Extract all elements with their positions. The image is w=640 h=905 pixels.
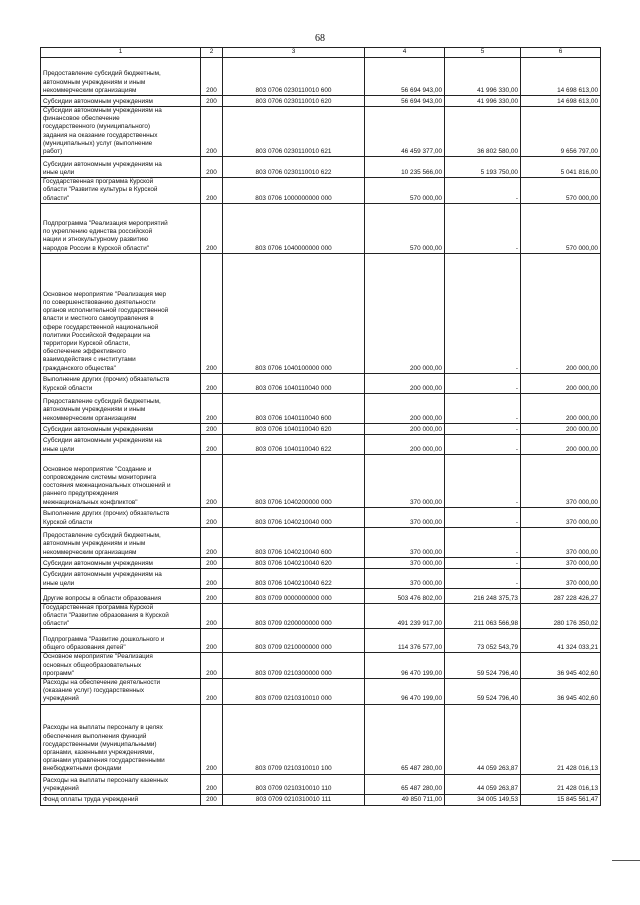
row-grz: 200: [201, 507, 223, 527]
row-name: Расходы на обеспечение деятельности (оказание услуг) государственных учреждений: [41, 679, 201, 705]
table-row: [41, 774, 601, 794]
row-value-col6: 280 176 350,02: [521, 603, 601, 629]
row-budget-code: 803 0706 1040210040 620: [223, 557, 365, 568]
row-value-col5: 44 059 263,87: [445, 704, 521, 774]
row-value-col4: 570 000,00: [365, 178, 445, 204]
row-value-col6: 200 000,00: [521, 423, 601, 434]
row-value-col6: 570 000,00: [521, 178, 601, 204]
row-grz: 200: [201, 794, 223, 805]
table-row: [41, 603, 601, 629]
row-budget-code: 803 0709 0210310010 000: [223, 679, 365, 705]
row-grz: 200: [201, 178, 223, 204]
row-value-col4: 200 000,00: [365, 393, 445, 423]
row-value-col5: 36 802 580,00: [445, 107, 521, 157]
row-grz: 200: [201, 58, 223, 96]
row-value-col6: 21 428 016,13: [521, 774, 601, 794]
row-grz: 200: [201, 603, 223, 629]
row-grz: 200: [201, 203, 223, 253]
row-budget-code: 803 0706 1000000000 000: [223, 178, 365, 204]
row-budget-code: 803 0706 1040110040 620: [223, 423, 365, 434]
row-budget-code: 803 0709 0000000000 000: [223, 588, 365, 603]
row-value-col5: 59 524 796,40: [445, 679, 521, 705]
row-name: Предоставление субсидий бюджетным, автономным учреждениям и иным некоммерческим организациям: [41, 393, 201, 423]
row-budget-code: 803 0706 1040110040 000: [223, 373, 365, 393]
row-value-col4: 503 476 802,00: [365, 588, 445, 603]
row-value-col4: 200 000,00: [365, 373, 445, 393]
table-row: [41, 557, 601, 568]
row-name: Предоставление субсидий бюджетным, автономным учреждениям и иным некоммерческим организациям: [41, 527, 201, 557]
row-value-col5: 41 996 330,00: [445, 96, 521, 107]
row-value-col5: -: [445, 203, 521, 253]
table-row: [41, 203, 601, 253]
row-name: Основное мероприятие "Создание и сопровождение системы мониторинга состояния межнациональных отношений и раннего предупреждения межнациональных конфликтов": [41, 454, 201, 507]
row-value-col6: 200 000,00: [521, 393, 601, 423]
row-budget-code: 803 0709 0210000000 000: [223, 629, 365, 653]
row-name: Основное мероприятие "Реализация основных общеобразовательных программ": [41, 653, 201, 679]
table-row: [41, 423, 601, 434]
row-value-col4: 65 487 280,00: [365, 774, 445, 794]
row-value-col4: 10 235 566,00: [365, 157, 445, 178]
table-row: [41, 454, 601, 507]
row-name: Другие вопросы в области образования: [41, 588, 201, 603]
row-name: Подпрограмма "Реализация мероприятий по укреплению единства российской нации и этнокультурному развитию народов России в Курской области": [41, 203, 201, 253]
row-name: Субсидии автономным учреждениям: [41, 557, 201, 568]
row-name: Фонд оплаты труда учреждений: [41, 794, 201, 805]
row-value-col4: 370 000,00: [365, 557, 445, 568]
row-grz: 200: [201, 774, 223, 794]
row-name: Выполнение других (прочих) обязательств Курской области: [41, 507, 201, 527]
page-number: 68: [315, 33, 325, 44]
row-budget-code: 803 0706 0230110010 620: [223, 96, 365, 107]
row-value-col6: 41 324 033,21: [521, 629, 601, 653]
table-row: [41, 679, 601, 705]
row-name: Расходы на выплаты персоналу казенных учреждений: [41, 774, 201, 794]
row-value-col5: -: [445, 527, 521, 557]
row-value-col4: 56 694 943,00: [365, 96, 445, 107]
table-row: [41, 568, 601, 588]
row-value-col4: 200 000,00: [365, 423, 445, 434]
row-grz: 200: [201, 629, 223, 653]
row-value-col4: 56 694 943,00: [365, 58, 445, 96]
scan-edge-line: [612, 860, 640, 861]
row-value-col4: 370 000,00: [365, 507, 445, 527]
row-budget-code: 803 0709 0210310010 111: [223, 794, 365, 805]
row-budget-code: 803 0706 1040200000 000: [223, 454, 365, 507]
row-budget-code: 803 0706 1040210040 622: [223, 568, 365, 588]
row-budget-code: 803 0706 0230110010 622: [223, 157, 365, 178]
budget-table: [40, 47, 601, 806]
col-header-4: 4: [365, 48, 445, 58]
row-value-col6: 5 041 816,00: [521, 157, 601, 178]
row-grz: 200: [201, 454, 223, 507]
col-header-6: 6: [521, 48, 601, 58]
table-row: [41, 653, 601, 679]
row-name: Подпрограмма "Развитие дошкольного и общего образования детей": [41, 629, 201, 653]
row-value-col4: 370 000,00: [365, 454, 445, 507]
row-value-col4: 570 000,00: [365, 203, 445, 253]
row-value-col4: 96 470 199,00: [365, 679, 445, 705]
row-value-col6: 570 000,00: [521, 203, 601, 253]
row-grz: 200: [201, 107, 223, 157]
row-value-col5: 5 193 750,00: [445, 157, 521, 178]
row-value-col6: 36 945 402,60: [521, 653, 601, 679]
row-value-col5: -: [445, 178, 521, 204]
row-grz: 200: [201, 527, 223, 557]
row-value-col6: 200 000,00: [521, 373, 601, 393]
row-value-col4: 96 470 199,00: [365, 653, 445, 679]
row-value-col5: -: [445, 393, 521, 423]
row-value-col5: 211 063 566,98: [445, 603, 521, 629]
row-grz: 200: [201, 653, 223, 679]
row-budget-code: 803 0706 1040100000 000: [223, 253, 365, 373]
row-value-col4: 114 376 577,00: [365, 629, 445, 653]
row-value-col6: 370 000,00: [521, 568, 601, 588]
row-grz: 200: [201, 434, 223, 454]
row-budget-code: 803 0706 1040000000 000: [223, 203, 365, 253]
row-budget-code: 803 0709 0210310010 110: [223, 774, 365, 794]
row-name: Субсидии автономным учреждениям на иные цели: [41, 568, 201, 588]
row-grz: 200: [201, 157, 223, 178]
row-budget-code: 803 0706 0230110010 621: [223, 107, 365, 157]
row-value-col5: -: [445, 568, 521, 588]
row-value-col4: 491 239 917,00: [365, 603, 445, 629]
row-budget-code: 803 0706 1040110040 600: [223, 393, 365, 423]
table-row: [41, 373, 601, 393]
row-value-col5: 73 052 543,79: [445, 629, 521, 653]
row-value-col5: -: [445, 507, 521, 527]
table-row: [41, 96, 601, 107]
row-value-col4: 49 850 711,00: [365, 794, 445, 805]
row-value-col6: 14 698 613,00: [521, 96, 601, 107]
row-budget-code: 803 0706 1040210040 000: [223, 507, 365, 527]
row-budget-code: 803 0709 0200000000 000: [223, 603, 365, 629]
row-value-col4: 370 000,00: [365, 527, 445, 557]
col-header-5: 5: [445, 48, 521, 58]
row-budget-code: 803 0706 1040110040 622: [223, 434, 365, 454]
table-row: [41, 527, 601, 557]
row-value-col5: 41 996 330,00: [445, 58, 521, 96]
row-grz: 200: [201, 557, 223, 568]
row-budget-code: 803 0709 0210300000 000: [223, 653, 365, 679]
row-grz: 200: [201, 373, 223, 393]
row-value-col5: -: [445, 253, 521, 373]
table-row: [41, 253, 601, 373]
row-name: Субсидии автономным учреждениям на иные цели: [41, 157, 201, 178]
row-name: Предоставление субсидий бюджетным, автономным учреждениям и иным некоммерческим организациям: [41, 58, 201, 96]
row-name: Субсидии автономным учреждениям: [41, 423, 201, 434]
row-value-col5: -: [445, 373, 521, 393]
row-name: Государственная программа Курской области "Развитие образования в Курской области": [41, 603, 201, 629]
row-grz: 200: [201, 393, 223, 423]
row-value-col4: 370 000,00: [365, 568, 445, 588]
row-grz: 200: [201, 568, 223, 588]
row-value-col5: -: [445, 454, 521, 507]
col-header-1: 1: [41, 48, 201, 58]
row-name: Субсидии автономным учреждениям на иные цели: [41, 434, 201, 454]
row-grz: 200: [201, 423, 223, 434]
row-value-col6: 9 656 797,00: [521, 107, 601, 157]
table-row: [41, 58, 601, 96]
row-value-col5: 59 524 796,40: [445, 653, 521, 679]
row-value-col6: 370 000,00: [521, 454, 601, 507]
row-value-col4: 65 487 280,00: [365, 704, 445, 774]
row-value-col5: -: [445, 557, 521, 568]
row-budget-code: 803 0706 0230110010 600: [223, 58, 365, 96]
row-value-col5: 44 059 263,87: [445, 774, 521, 794]
table-row: [41, 393, 601, 423]
row-grz: 200: [201, 96, 223, 107]
row-grz: 200: [201, 704, 223, 774]
table-row: [41, 507, 601, 527]
row-name: Расходы на выплаты персоналу в целях обеспечения выполнения функций государственными (муниципальными) органами, казенными учреждениями, органами управления государственными внебюджетными фондами: [41, 704, 201, 774]
row-name: Субсидии автономным учреждениям: [41, 96, 201, 107]
row-value-col4: 46 459 377,00: [365, 107, 445, 157]
row-value-col6: 21 428 016,13: [521, 704, 601, 774]
row-value-col6: 14 698 613,00: [521, 58, 601, 96]
row-name: Выполнение других (прочих) обязательств Курской области: [41, 373, 201, 393]
table-row: [41, 434, 601, 454]
col-header-3: 3: [223, 48, 365, 58]
row-budget-code: 803 0709 0210310010 100: [223, 704, 365, 774]
table-row: [41, 704, 601, 774]
row-value-col5: -: [445, 434, 521, 454]
table-row: [41, 178, 601, 204]
row-value-col5: 34 005 149,53: [445, 794, 521, 805]
row-value-col4: 200 000,00: [365, 434, 445, 454]
row-value-col6: 200 000,00: [521, 434, 601, 454]
table-row: [41, 157, 601, 178]
col-header-2: 2: [201, 48, 223, 58]
table-row: [41, 107, 601, 157]
header-row: [41, 48, 601, 58]
row-grz: 200: [201, 588, 223, 603]
row-value-col5: 216 248 375,73: [445, 588, 521, 603]
table-row: [41, 629, 601, 653]
row-value-col5: -: [445, 423, 521, 434]
row-value-col6: 36 945 402,60: [521, 679, 601, 705]
row-value-col6: 370 000,00: [521, 507, 601, 527]
row-value-col4: 200 000,00: [365, 253, 445, 373]
row-budget-code: 803 0706 1040210040 600: [223, 527, 365, 557]
row-value-col6: 200 000,00: [521, 253, 601, 373]
row-name: Государственная программа Курской области "Развитие культуры в Курской области": [41, 178, 201, 204]
table-row: [41, 588, 601, 603]
row-grz: 200: [201, 679, 223, 705]
table-row: [41, 794, 601, 805]
row-value-col6: 15 845 561,47: [521, 794, 601, 805]
row-value-col6: 370 000,00: [521, 557, 601, 568]
row-name: Субсидии автономным учреждениям на финансовое обеспечение государственного (муниципального) задания на оказание государственных (муниципальных) услуг (выполнение работ): [41, 107, 201, 157]
row-value-col6: 370 000,00: [521, 527, 601, 557]
row-name: Основное мероприятие "Реализация мер по совершенствованию деятельности органов исполнительной государственной власти и местного самоуправления в сфере государственной национальной политики Российской Федерации на территории Курской области, обеспечение эффективного взаимодействия с институтами гражданского общества": [41, 253, 201, 373]
row-grz: 200: [201, 253, 223, 373]
row-value-col6: 287 228 426,27: [521, 588, 601, 603]
